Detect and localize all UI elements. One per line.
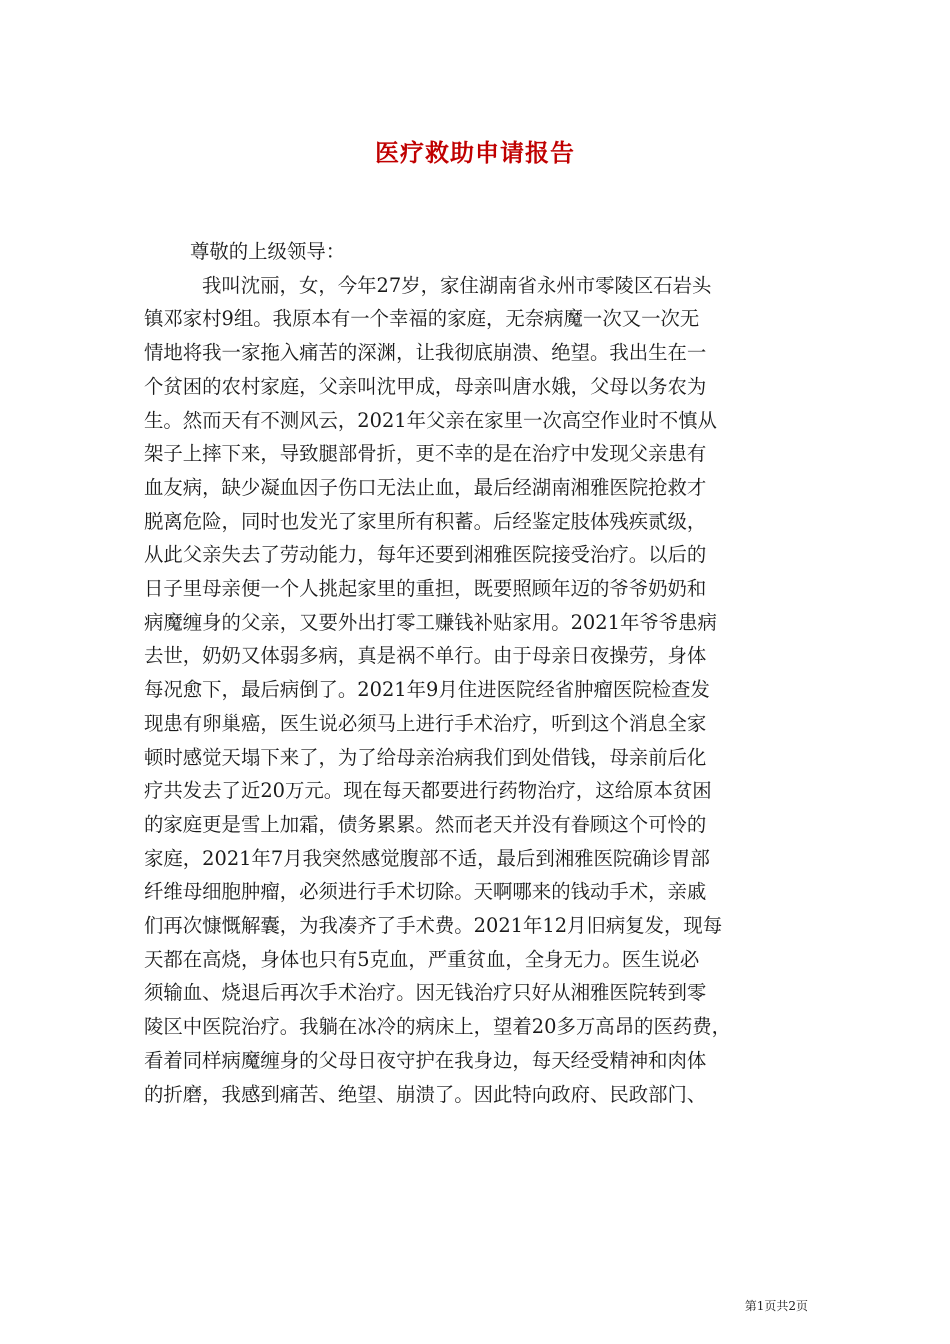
page-number: 第1页共2页 bbox=[744, 1299, 808, 1313]
paragraph-line: 生。然而天有不测风云，2021年父亲在家里一次高空作业时不慎从 bbox=[144, 408, 717, 432]
paragraph-line: 架子上摔下来，导致腿部骨折，更不幸的是在治疗中发现父亲患有 bbox=[144, 442, 707, 466]
paragraph-line: 去世，奶奶又体弱多病，真是祸不单行。由于母亲日夜操劳，身体 bbox=[144, 644, 707, 668]
paragraph-line: 疗共发去了近20万元。现在每天都要进行药物治疗，这给原本贫困 bbox=[144, 779, 712, 803]
paragraph-line: 日子里母亲便一个人挑起家里的重担，既要照顾年迈的爷爷奶奶和 bbox=[144, 577, 707, 601]
paragraph-line: 家庭，2021年7月我突然感觉腹部不适，最后到湘雅医院确诊胃部 bbox=[144, 846, 710, 870]
paragraph-line: 的家庭更是雪上加霜，债务累累。然而老天并没有眷顾这个可怜的 bbox=[144, 812, 707, 836]
paragraph-line: 情地将我一家拖入痛苦的深渊，让我彻底崩溃、绝望。我出生在一 bbox=[144, 341, 707, 365]
document-body bbox=[144, 235, 808, 1111]
paragraph-line: 现患有卵巢癌，医生说必须马上进行手术治疗，听到这个消息全家 bbox=[144, 711, 707, 735]
paragraph-line: 们再次慷慨解囊，为我凑齐了手术费。2021年12月旧病复发，现每 bbox=[144, 914, 723, 938]
paragraph-line: 的折磨，我感到痛苦、绝望、崩溃了。因此特向政府、民政部门、 bbox=[144, 1082, 707, 1106]
paragraph-line: 脱离危险，同时也发光了家里所有积蓄。后经鉴定肢体残疾贰级， bbox=[144, 509, 707, 533]
paragraph-line: 纤维母细胞肿瘤，必须进行手术切除。天啊哪来的钱动手术，亲戚 bbox=[144, 880, 707, 904]
paragraph-line: 看着同样病魔缠身的父母日夜守护在我身边，每天经受精神和肉体 bbox=[144, 1048, 707, 1072]
paragraph-line: 血友病，缺少凝血因子伤口无法止血，最后经湖南湘雅医院抢救才 bbox=[144, 475, 707, 499]
paragraph-line: 须输血、烧退后再次手术治疗。因无钱治疗只好从湘雅医院转到零 bbox=[144, 981, 707, 1005]
paragraph-line: 病魔缠身的父亲，又要外出打零工赚钱补贴家用。2021年爷爷患病 bbox=[144, 610, 717, 634]
paragraph-line: 陵区中医院治疗。我躺在冰冷的病床上，望着20多万高昂的医药费， bbox=[144, 1015, 732, 1039]
paragraph-line: 顿时感觉天塌下来了，为了给母亲治病我们到处借钱，母亲前后化 bbox=[144, 745, 707, 769]
document-title: 医疗救助申请报告 bbox=[375, 138, 575, 167]
paragraph-line: 个贫困的农村家庭，父亲叫沈甲成，母亲叫唐水娥，父母以务农为 bbox=[144, 374, 707, 398]
paragraph-line: 镇邓家村9组。我原本有一个幸福的家庭，无奈病魔一次又一次无 bbox=[144, 307, 700, 331]
salutation: 尊敬的上级领导： bbox=[190, 240, 346, 263]
paragraph-line: 从此父亲失去了劳动能力，每年还要到湘雅医院接受治疗。以后的 bbox=[144, 543, 707, 567]
paragraph-line: 每况愈下，最后病倒了。2021年9月住进医院经省肿瘤医院检查发 bbox=[144, 678, 710, 702]
paragraph-line: 我叫沈丽，女，今年27岁，家住湖南省永州市零陵区石岩头 bbox=[202, 273, 712, 297]
paragraph-line: 天都在高烧，身体也只有5克血，严重贫血，全身无力。医生说必 bbox=[144, 947, 700, 971]
